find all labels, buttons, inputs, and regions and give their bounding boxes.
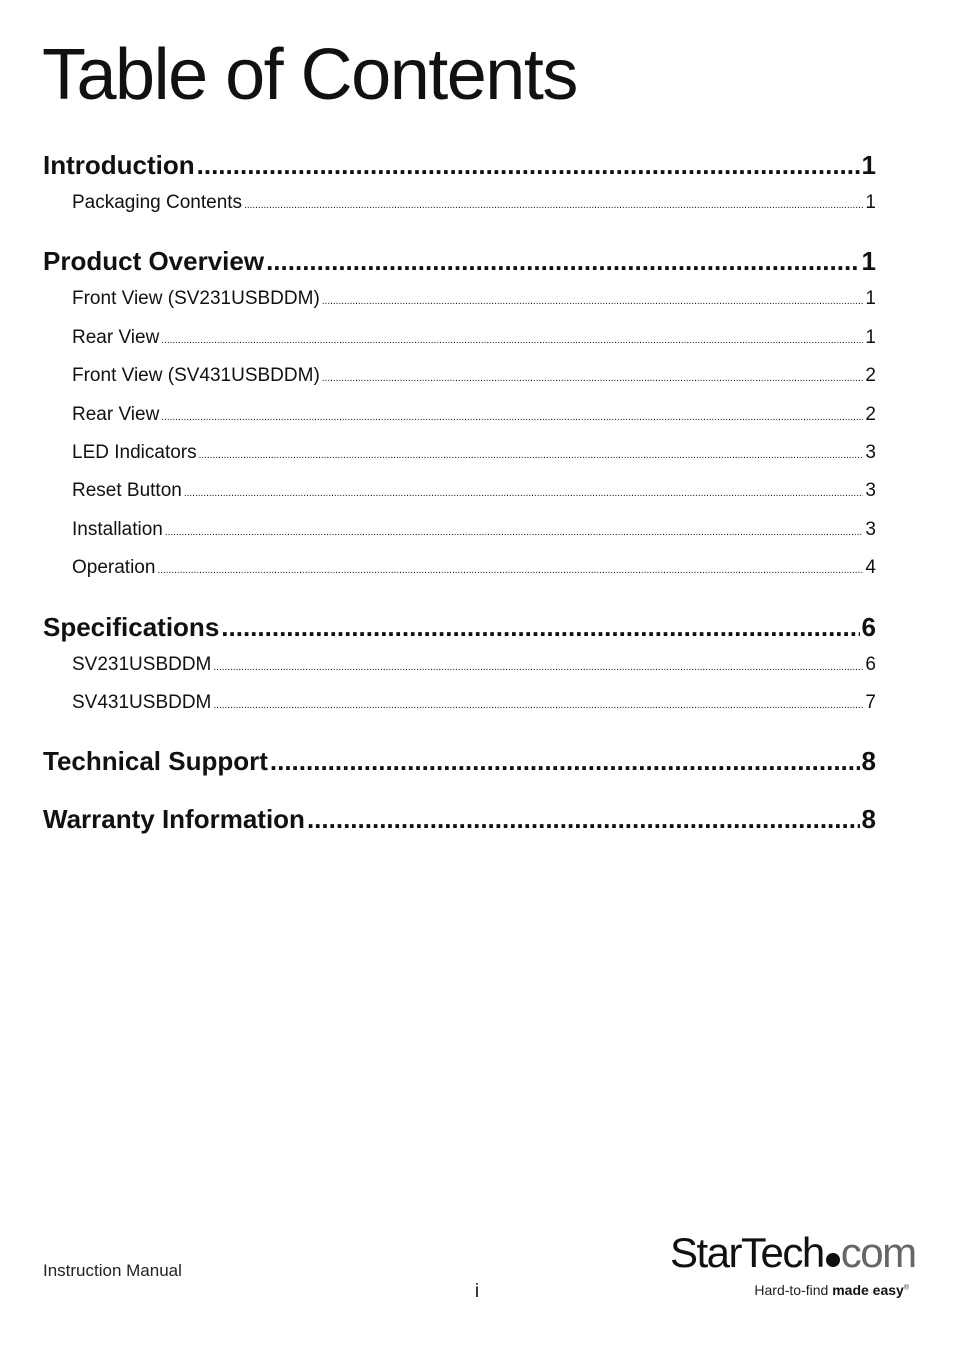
toc-subsection-entry[interactable] [43, 511, 876, 549]
toc-entry-label: Installation [72, 518, 163, 540]
toc-subsection-entry[interactable] [43, 472, 876, 510]
logo-tagline-bold: made easy [832, 1282, 904, 1298]
toc-entry-label: Warranty Information [43, 804, 305, 835]
toc-entry-label: Rear View [72, 403, 160, 425]
toc-section-entry[interactable] [43, 146, 876, 184]
toc-entry-label: SV231USBDDM [72, 653, 212, 675]
toc-entry-page-number: 1 [865, 288, 876, 310]
toc-subsection-entry[interactable] [43, 396, 876, 434]
logo-dot-icon [826, 1253, 840, 1267]
logo-wordmark [670, 1230, 916, 1276]
toc-entry-label: Product Overview [43, 246, 265, 277]
toc-entry-page-number: 1 [861, 246, 876, 277]
toc-entry-label: Packaging Contents [72, 192, 243, 213]
toc-entry-page-number: 7 [865, 691, 876, 713]
toc-entry-page-number: 1 [865, 326, 876, 348]
toc-entry-page-number: 6 [861, 611, 876, 642]
toc-section-entry[interactable] [43, 800, 876, 838]
page-number: i [474, 1281, 480, 1302]
logo-brand-prefix: StarTech [670, 1229, 824, 1276]
logo-brand-suffix: com [840, 1229, 916, 1276]
toc-entry-label: Specifications [43, 611, 220, 642]
toc-entry-page-number: 1 [865, 192, 876, 213]
toc-entry-page-number: 3 [865, 480, 876, 502]
dot-leader [197, 146, 860, 184]
toc-entry-label: Front View (SV231USBDDM) [72, 288, 320, 310]
dot-leader [213, 687, 863, 722]
toc-entry-label: Front View (SV431USBDDM) [72, 365, 320, 387]
toc-entry-page-number: 1 [861, 150, 876, 180]
toc-entry-label: Reset Button [72, 480, 182, 502]
toc-subsection-entry[interactable] [43, 434, 876, 472]
toc-subsection-entry[interactable] [43, 280, 876, 318]
toc-section-entry[interactable] [43, 242, 876, 280]
toc-entry-label: Operation [72, 557, 156, 579]
dot-leader [161, 322, 863, 357]
toc-entry-page-number: 2 [865, 365, 876, 387]
dot-leader [221, 608, 859, 646]
toc-entry-page-number: 6 [865, 653, 876, 675]
registered-mark: ® [903, 1284, 909, 1292]
dot-leader [165, 514, 864, 549]
toc-entry-page-number: 3 [865, 441, 876, 463]
startech-logo [670, 1230, 915, 1305]
table-of-contents [43, 146, 876, 838]
dot-leader [244, 187, 863, 222]
dot-leader [199, 437, 864, 472]
toc-entry-label: LED Indicators [72, 441, 197, 463]
toc-entry-label: Rear View [72, 326, 160, 348]
page-title: Table of Contents [42, 35, 577, 115]
dot-leader [161, 399, 863, 434]
dot-leader [213, 649, 863, 684]
toc-subsection-entry[interactable] [43, 184, 876, 222]
toc-entry-label: SV431USBDDM [72, 691, 212, 713]
toc-subsection-entry[interactable] [43, 684, 876, 722]
dot-leader [322, 283, 864, 318]
toc-entry-label: Technical Support [43, 746, 268, 777]
toc-entry-page-number: 8 [861, 804, 876, 835]
toc-subsection-entry[interactable] [43, 357, 876, 395]
logo-tagline-light: Hard-to-find [754, 1282, 833, 1298]
toc-subsection-entry[interactable] [43, 319, 876, 357]
dot-leader [322, 360, 864, 395]
dot-leader [184, 475, 864, 510]
dot-leader [266, 242, 859, 280]
toc-entry-page-number: 3 [865, 518, 876, 540]
dot-leader [157, 552, 863, 587]
toc-section-entry[interactable] [43, 742, 876, 780]
toc-entry-page-number: 4 [865, 557, 876, 579]
toc-section-entry[interactable] [43, 608, 876, 646]
logo-tagline [754, 1282, 909, 1298]
footer-document-label: Instruction Manual [43, 1261, 182, 1280]
toc-subsection-entry[interactable] [43, 549, 876, 587]
toc-entry-page-number: 2 [865, 403, 876, 425]
toc-entry-page-number: 8 [861, 746, 876, 777]
dot-leader [270, 742, 860, 780]
toc-entry-label: Introduction [43, 150, 195, 180]
dot-leader [307, 800, 860, 838]
toc-subsection-entry[interactable] [43, 646, 876, 684]
